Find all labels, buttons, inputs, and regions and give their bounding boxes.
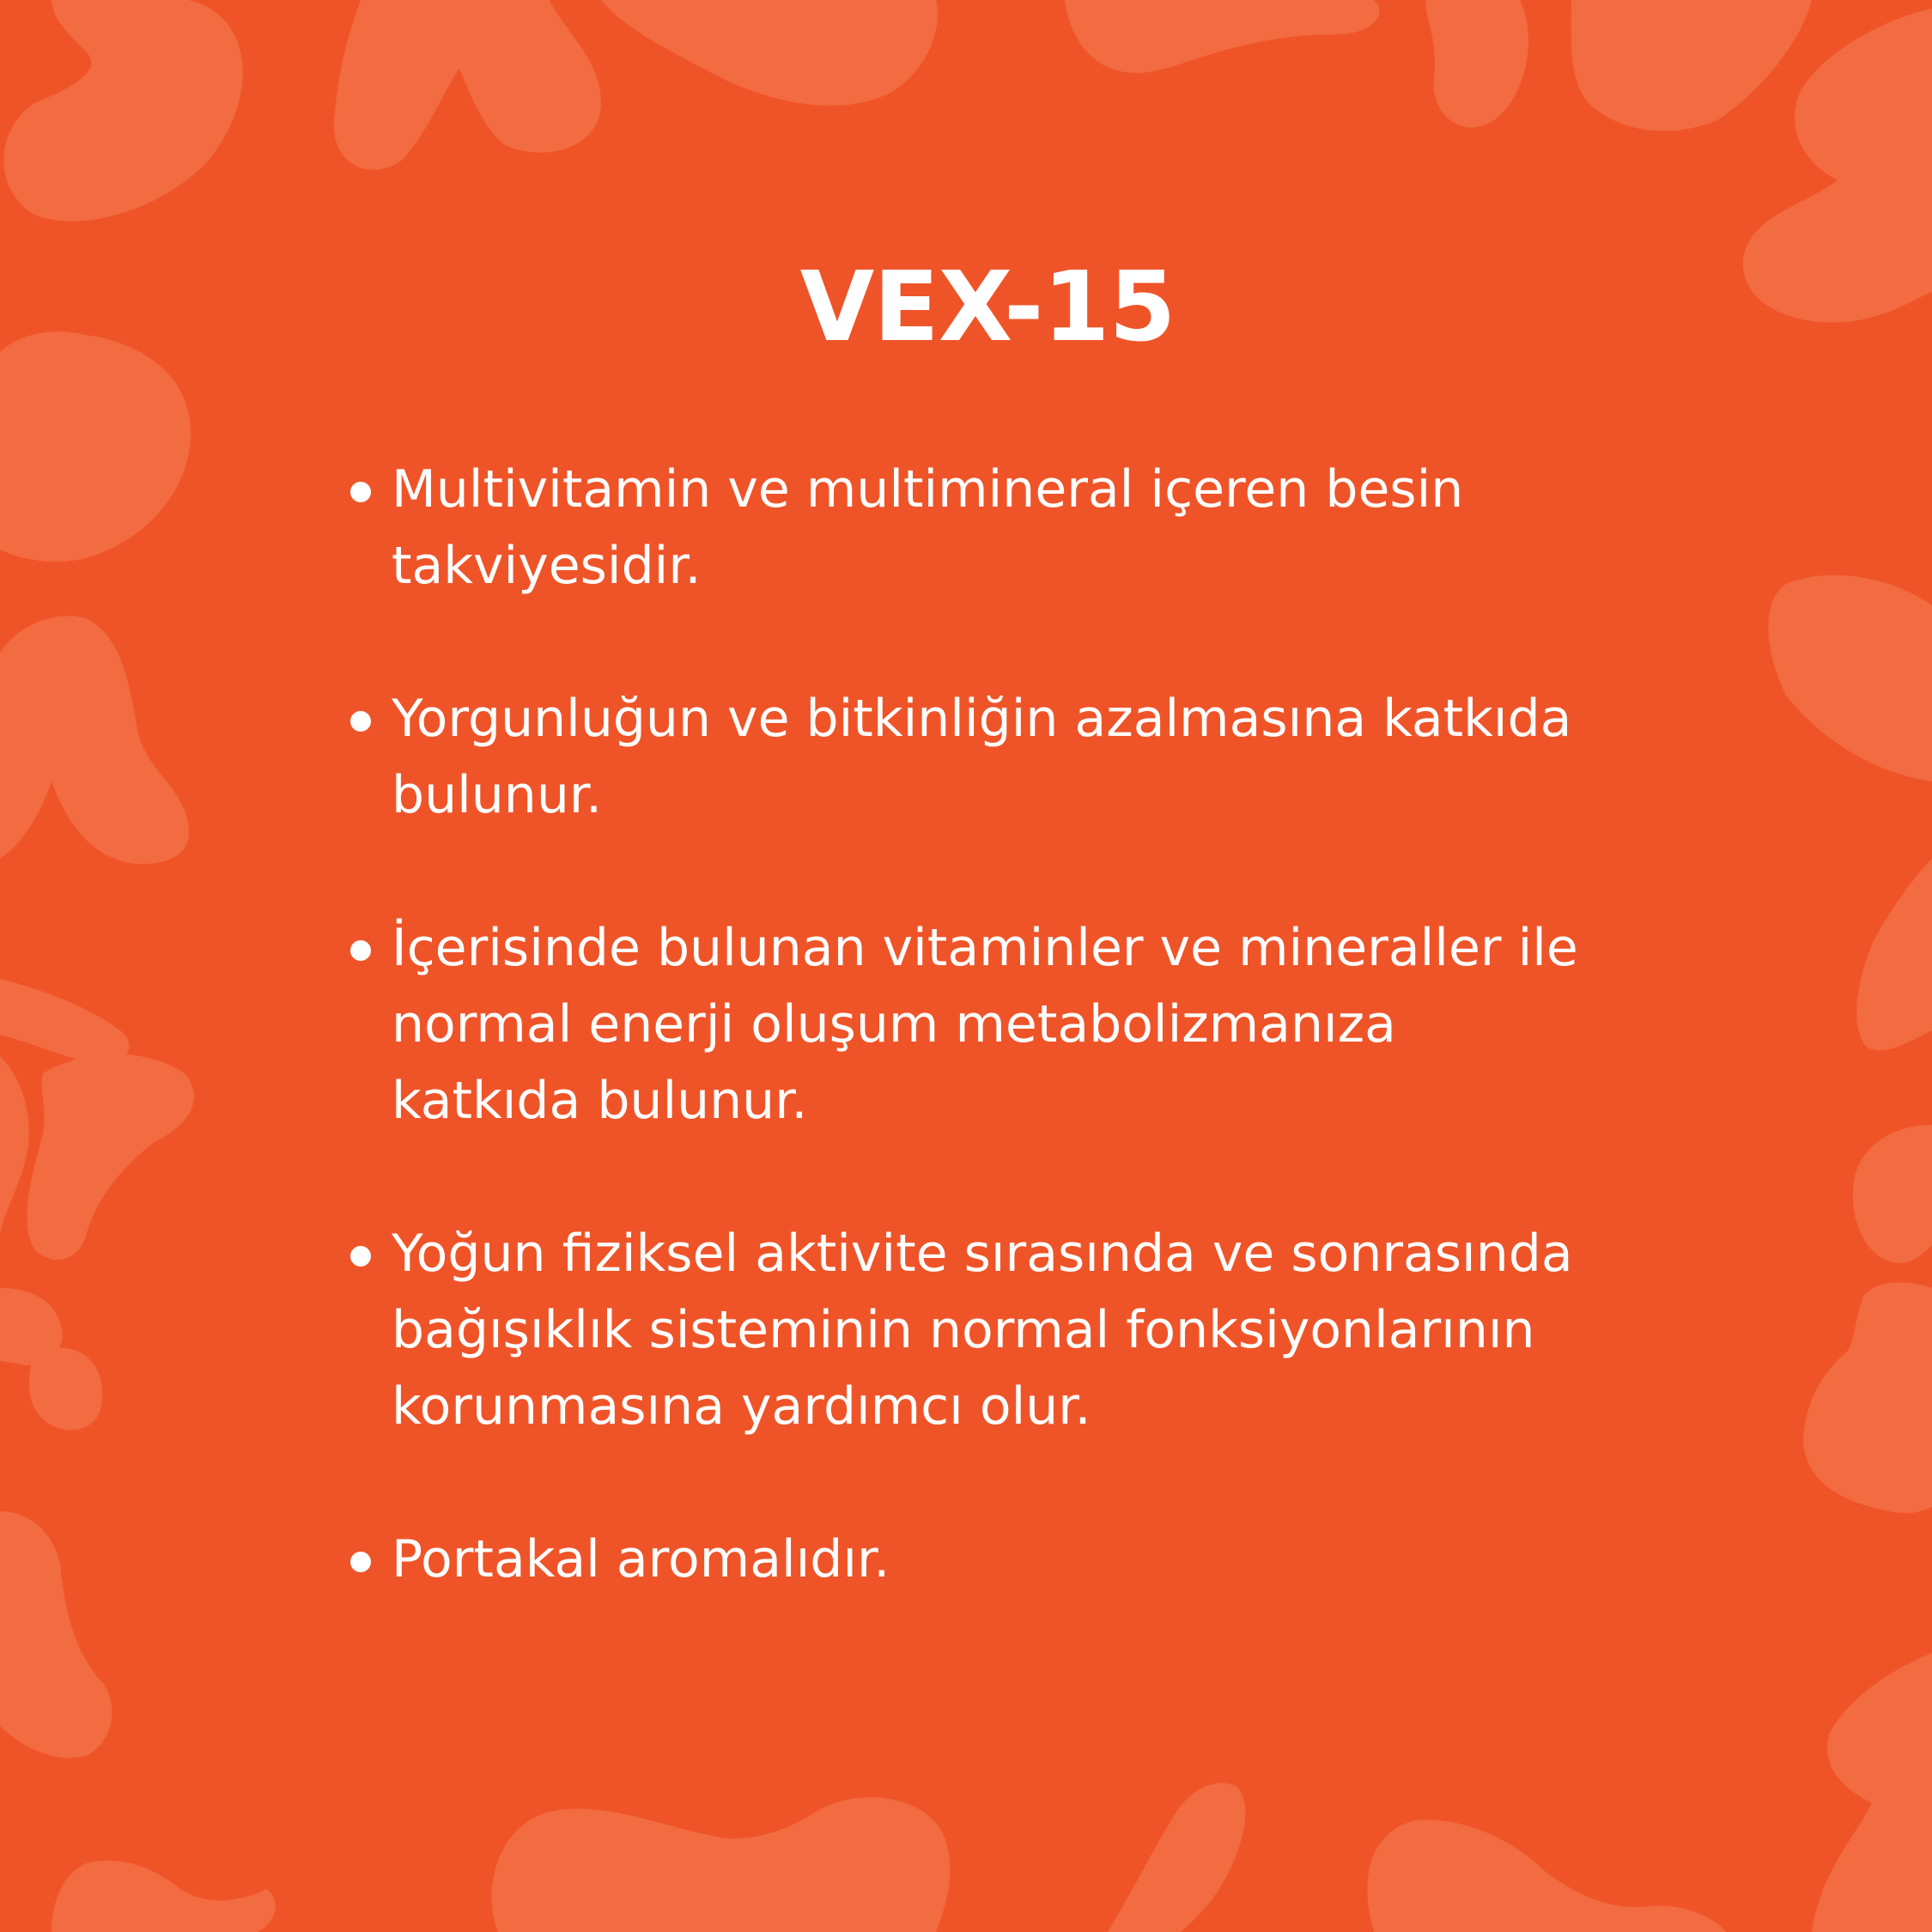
blob-shape [29, 1348, 102, 1430]
blob-shape [0, 616, 189, 864]
feature-text: Yorgunluğun ve bitkinliğin azalmasına katkıda bulunur. [392, 689, 1572, 825]
feature-list [345, 452, 1582, 1598]
feature-text: Yoğun fiziksel aktivite sırasında ve sonrasında bağışıklık sisteminin normal fonksiyonlarının korunmasına yardımcı olur. [392, 1224, 1573, 1437]
blob-shape [1108, 1783, 1245, 1932]
feature-item [345, 910, 1582, 1139]
blob-shape [1853, 1125, 1932, 1263]
blob-shape [1812, 1653, 1932, 1932]
blob-shape [1571, 0, 1812, 131]
bullet-icon [350, 1246, 371, 1267]
bullet-icon [350, 940, 371, 961]
bullet-icon [350, 482, 371, 502]
blob-shape [601, 0, 938, 106]
feature-item [345, 1216, 1582, 1445]
blob-shape [1856, 859, 1932, 1050]
blob-shape [1367, 1820, 1726, 1932]
blob-shape [1768, 575, 1932, 781]
feature-item [345, 681, 1582, 834]
blob-shape [52, 1861, 276, 1932]
blob-shape [1425, 0, 1528, 127]
feature-item [345, 452, 1582, 605]
bullet-icon [350, 1552, 371, 1572]
feature-text: Portakal aromalıdır. [392, 1529, 890, 1589]
blob-shape [492, 1797, 951, 1932]
blob-shape [0, 1511, 112, 1758]
product-title: VEX-15 [799, 252, 1176, 363]
blob-shape [1803, 1282, 1932, 1513]
blob-shape [0, 1056, 29, 1236]
feature-text: Multivitamin ve multimineral içeren besin takviyesidir. [392, 459, 1464, 596]
blob-shape [3, 0, 242, 222]
blob-shape [27, 1054, 194, 1261]
blob-shape [0, 979, 129, 1065]
blob-shape [334, 0, 601, 170]
blob-shape [1065, 0, 1379, 73]
feature-item [345, 1522, 1582, 1598]
feature-text: İçerisinde bulunan vitaminler ve mineraller ile normal enerji oluşum metabolizmanıza katkıda bulunur. [392, 918, 1578, 1131]
bullet-icon [350, 711, 371, 732]
